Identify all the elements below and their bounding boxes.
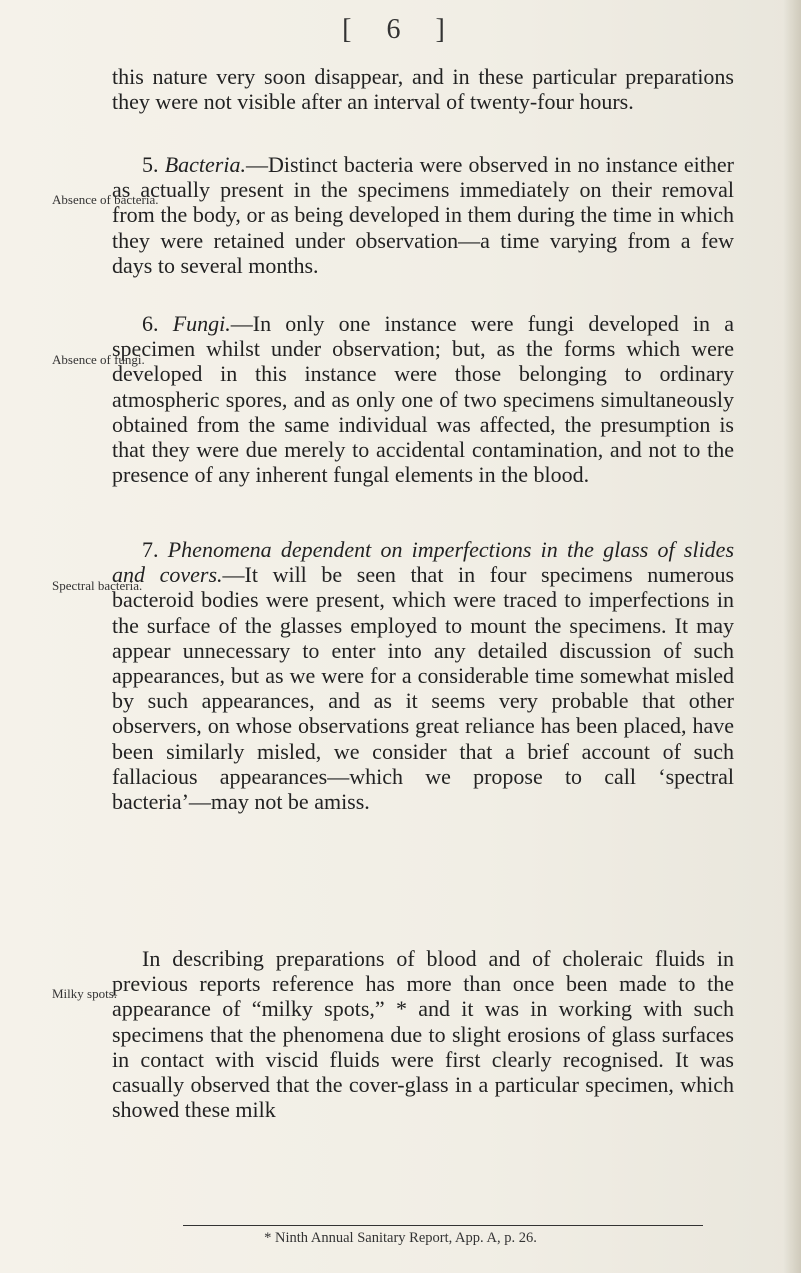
footnote-rule <box>183 1225 703 1226</box>
paragraph-text: —It will be seen that in four specimens numerous bacteroid bodies were present, which were traced to imperfections in the surface of the glasses employed to mount the specimens. It may appear unnecessary to enter into any detailed discussion of such appearances, but as we were for a considerable time somewhat misled by such appearances, and as it seems very probable that other observers, on whose observations great reliance has been placed, have been similarly misled, we consider that a brief account of such fallacious appearances—which we propose to call ‘spectral bacteria’—may not be amiss. <box>112 562 735 815</box>
section-heading: Bacteria. <box>164 152 246 177</box>
paragraph-bacteria <box>112 152 734 278</box>
section-number: 7. <box>142 537 168 562</box>
paragraph-text: —In only one instance were fungi developed in a specimen whilst under observation; but, as the forms which were developed in this instance were those belonging to ordinary atmospheric spores, and as only one of two specimens simultaneously obtained from the same individual was affected, the presumption is that they were due merely to accidental contamination, and not to the presence of any inherent fungal elements in the blood. <box>112 311 734 488</box>
paragraph-milky <box>112 946 734 1122</box>
section-number: 5. <box>142 152 165 177</box>
section-heading: Phenomena dependent on imperfections in the glass of slides and covers. <box>112 537 735 588</box>
side-note-milky: Milky spots. <box>52 986 118 1001</box>
section-heading: Fungi. <box>172 311 231 336</box>
paragraph-phenomena <box>112 537 734 814</box>
side-note-spectral: Spectral bacteria. <box>52 578 143 593</box>
paragraph-fungi <box>112 311 734 487</box>
page-number: [ 6 ] <box>342 14 459 45</box>
paragraph-text: —Distinct bacteria were observed in no instance either as actually present in the specimens immediately on their removal from the body, or as being developed in them during the time in which they were retained under observation—a time varying from a few days to several months. <box>112 152 734 278</box>
page-edge-shadow <box>783 0 801 1273</box>
side-note-bacteria: Absence of bacteria. <box>52 192 159 207</box>
paragraph-text: this nature very soon disappear, and in these particular preparations they were not visible after an interval of twenty-four hours. <box>112 64 734 115</box>
paragraph-text: In describing preparations of blood and of choleraic fluids in previous reports reference has more than once been made to the appearance of “milky spots,” * and it was in working with such specimens that the phenomena due to slight erosions of glass surfaces in contact with viscid fluids were first clearly recognised. It was casually observed that the cover-glass in a particular specimen, which showed these milk <box>112 946 734 1123</box>
paragraph-continuation <box>112 64 734 114</box>
side-note-fungi: Absence of fungi. <box>52 352 145 367</box>
section-number: 6. <box>142 311 173 336</box>
footnote: * Ninth Annual Sanitary Report, App. A, p. 26. <box>264 1230 537 1246</box>
